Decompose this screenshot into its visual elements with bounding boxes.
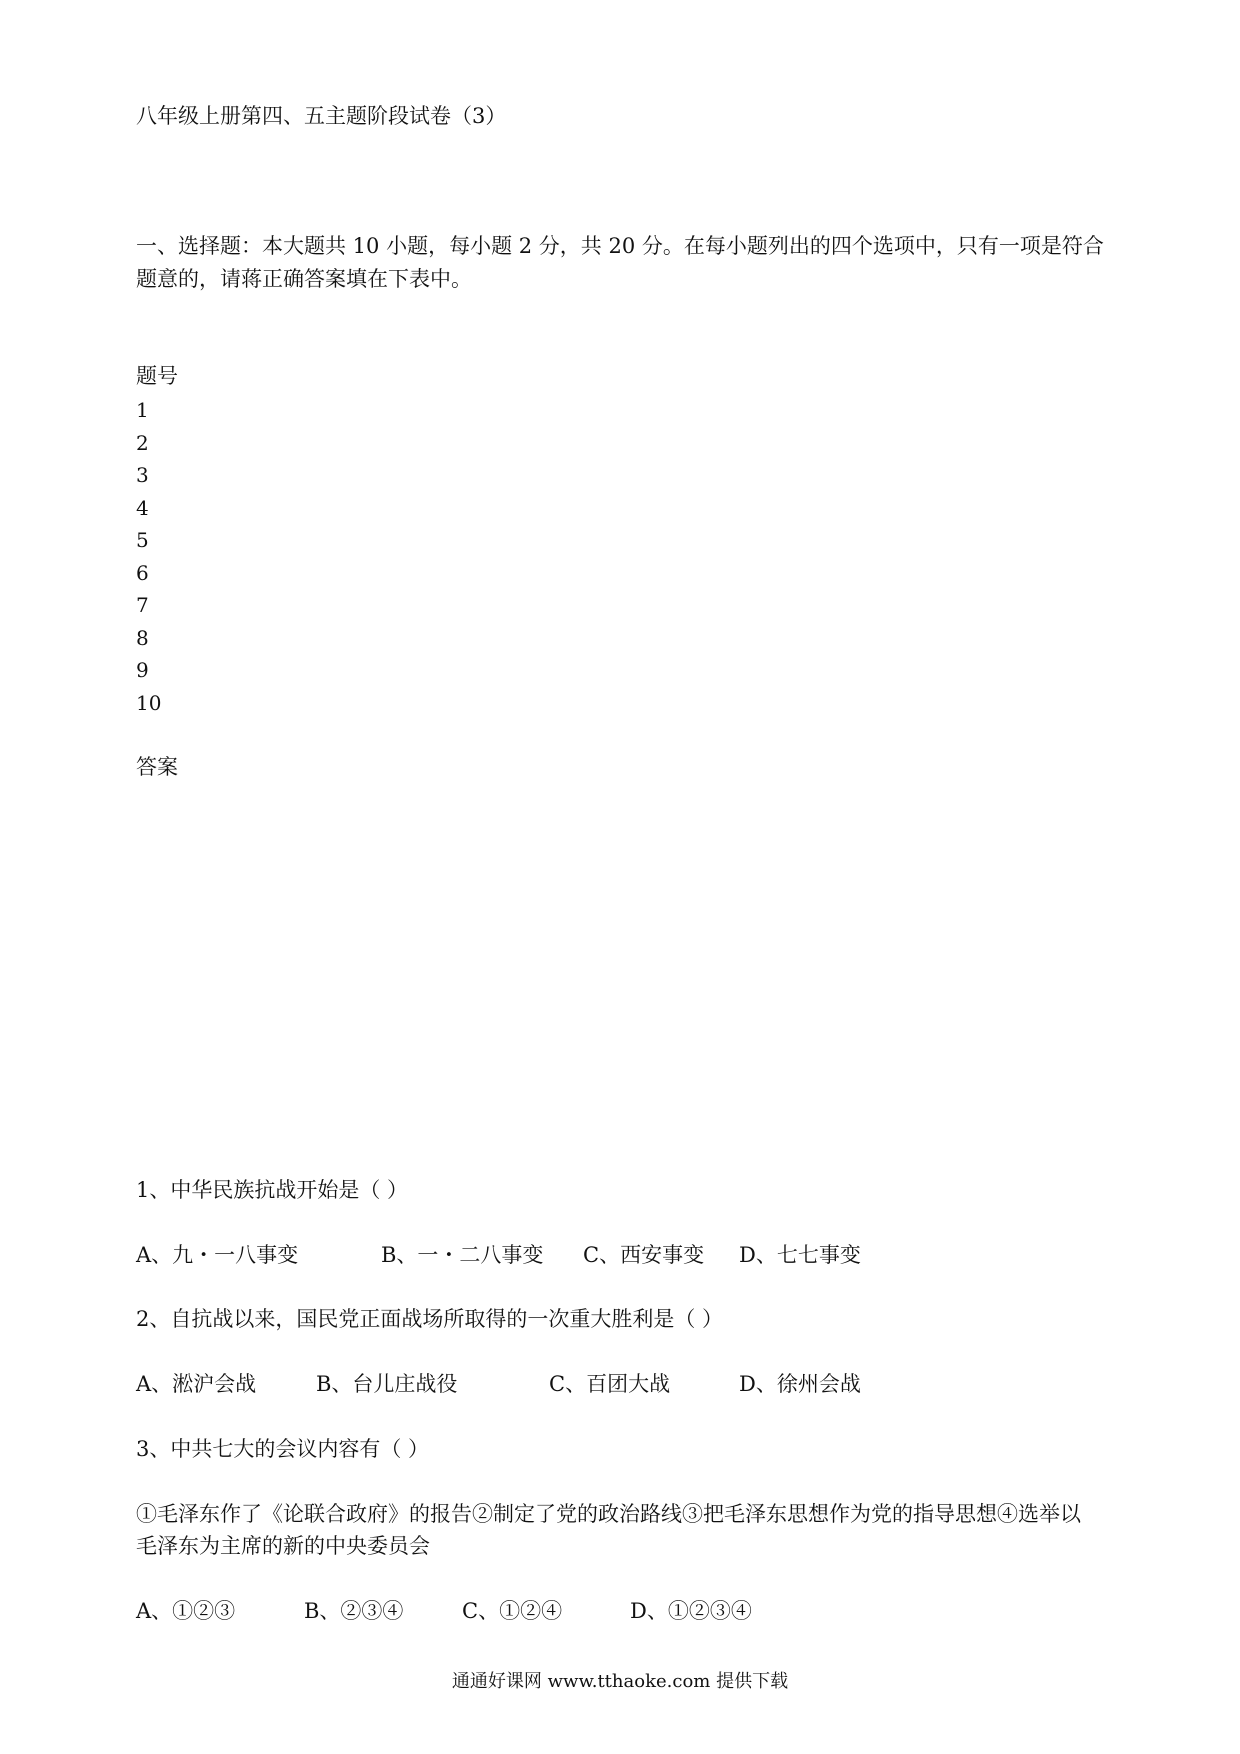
question-1-option-d: D、七七事变 [739, 1243, 861, 1267]
answer-table-number: 6 [136, 561, 149, 585]
answer-table-number: 5 [136, 528, 149, 552]
answer-table-number: 9 [136, 658, 149, 682]
question-1-options [136, 1240, 1136, 1270]
question-1-option-c: C、西安事变 [583, 1243, 705, 1267]
question-3-option-c: C、①②④ [462, 1599, 563, 1623]
section1-intro-line1: 一、选择题：本大题共 10 小题，每小题 2 分，共 20 分。在每小题列出的四个选项中，只有一项是符合 [136, 234, 1104, 258]
question-3-stem: 3、中共七大的会议内容有（ ） [136, 1437, 430, 1461]
answer-table-header-label: 题号 [136, 364, 178, 388]
answer-table-number: 2 [136, 431, 149, 455]
document-title: 八年级上册第四、五主题阶段试卷（3） [136, 104, 507, 128]
question-2-option-b: B、台儿庄战役 [316, 1372, 458, 1396]
question-2-stem: 2、自抗战以来，国民党正面战场所取得的一次重大胜利是（ ） [136, 1307, 724, 1331]
question-2-option-d: D、徐州会战 [739, 1372, 861, 1396]
answer-table-answer-label: 答案 [136, 755, 178, 779]
question-2-option-c: C、百团大战 [549, 1372, 671, 1396]
page-footer: 通通好课网 www.tthaoke.com 提供下载 [451, 1671, 789, 1692]
answer-table-number: 4 [136, 496, 149, 520]
question-1-stem: 1、中华民族抗战开始是（ ） [136, 1178, 409, 1202]
section1-intro-line2: 题意的，请蒋正确答案填在下表中。 [136, 267, 472, 291]
question-3-statement-line2: 毛泽东为主席的新的中央委员会 [136, 1534, 430, 1558]
question-2-options [136, 1369, 1136, 1399]
answer-table-number: 7 [136, 593, 149, 617]
answer-table-number: 3 [136, 463, 149, 487]
question-2-option-a: A、淞沪会战 [136, 1372, 257, 1396]
question-3-statement-line1: ①毛泽东作了《论联合政府》的报告②制定了党的政治路线③把毛泽东思想作为党的指导思想④选举以 [136, 1502, 1081, 1526]
question-1-option-b: B、一・二八事变 [381, 1243, 544, 1267]
question-3-option-a: A、①②③ [136, 1599, 236, 1623]
answer-table-number: 8 [136, 626, 149, 650]
question-3-option-d: D、①②③④ [630, 1599, 752, 1623]
question-3-option-b: B、②③④ [304, 1599, 404, 1623]
answer-table-number: 10 [136, 691, 162, 715]
question-1-option-a: A、九・一八事变 [136, 1243, 299, 1267]
question-3-options [136, 1596, 1136, 1626]
answer-table-number: 1 [136, 398, 149, 422]
